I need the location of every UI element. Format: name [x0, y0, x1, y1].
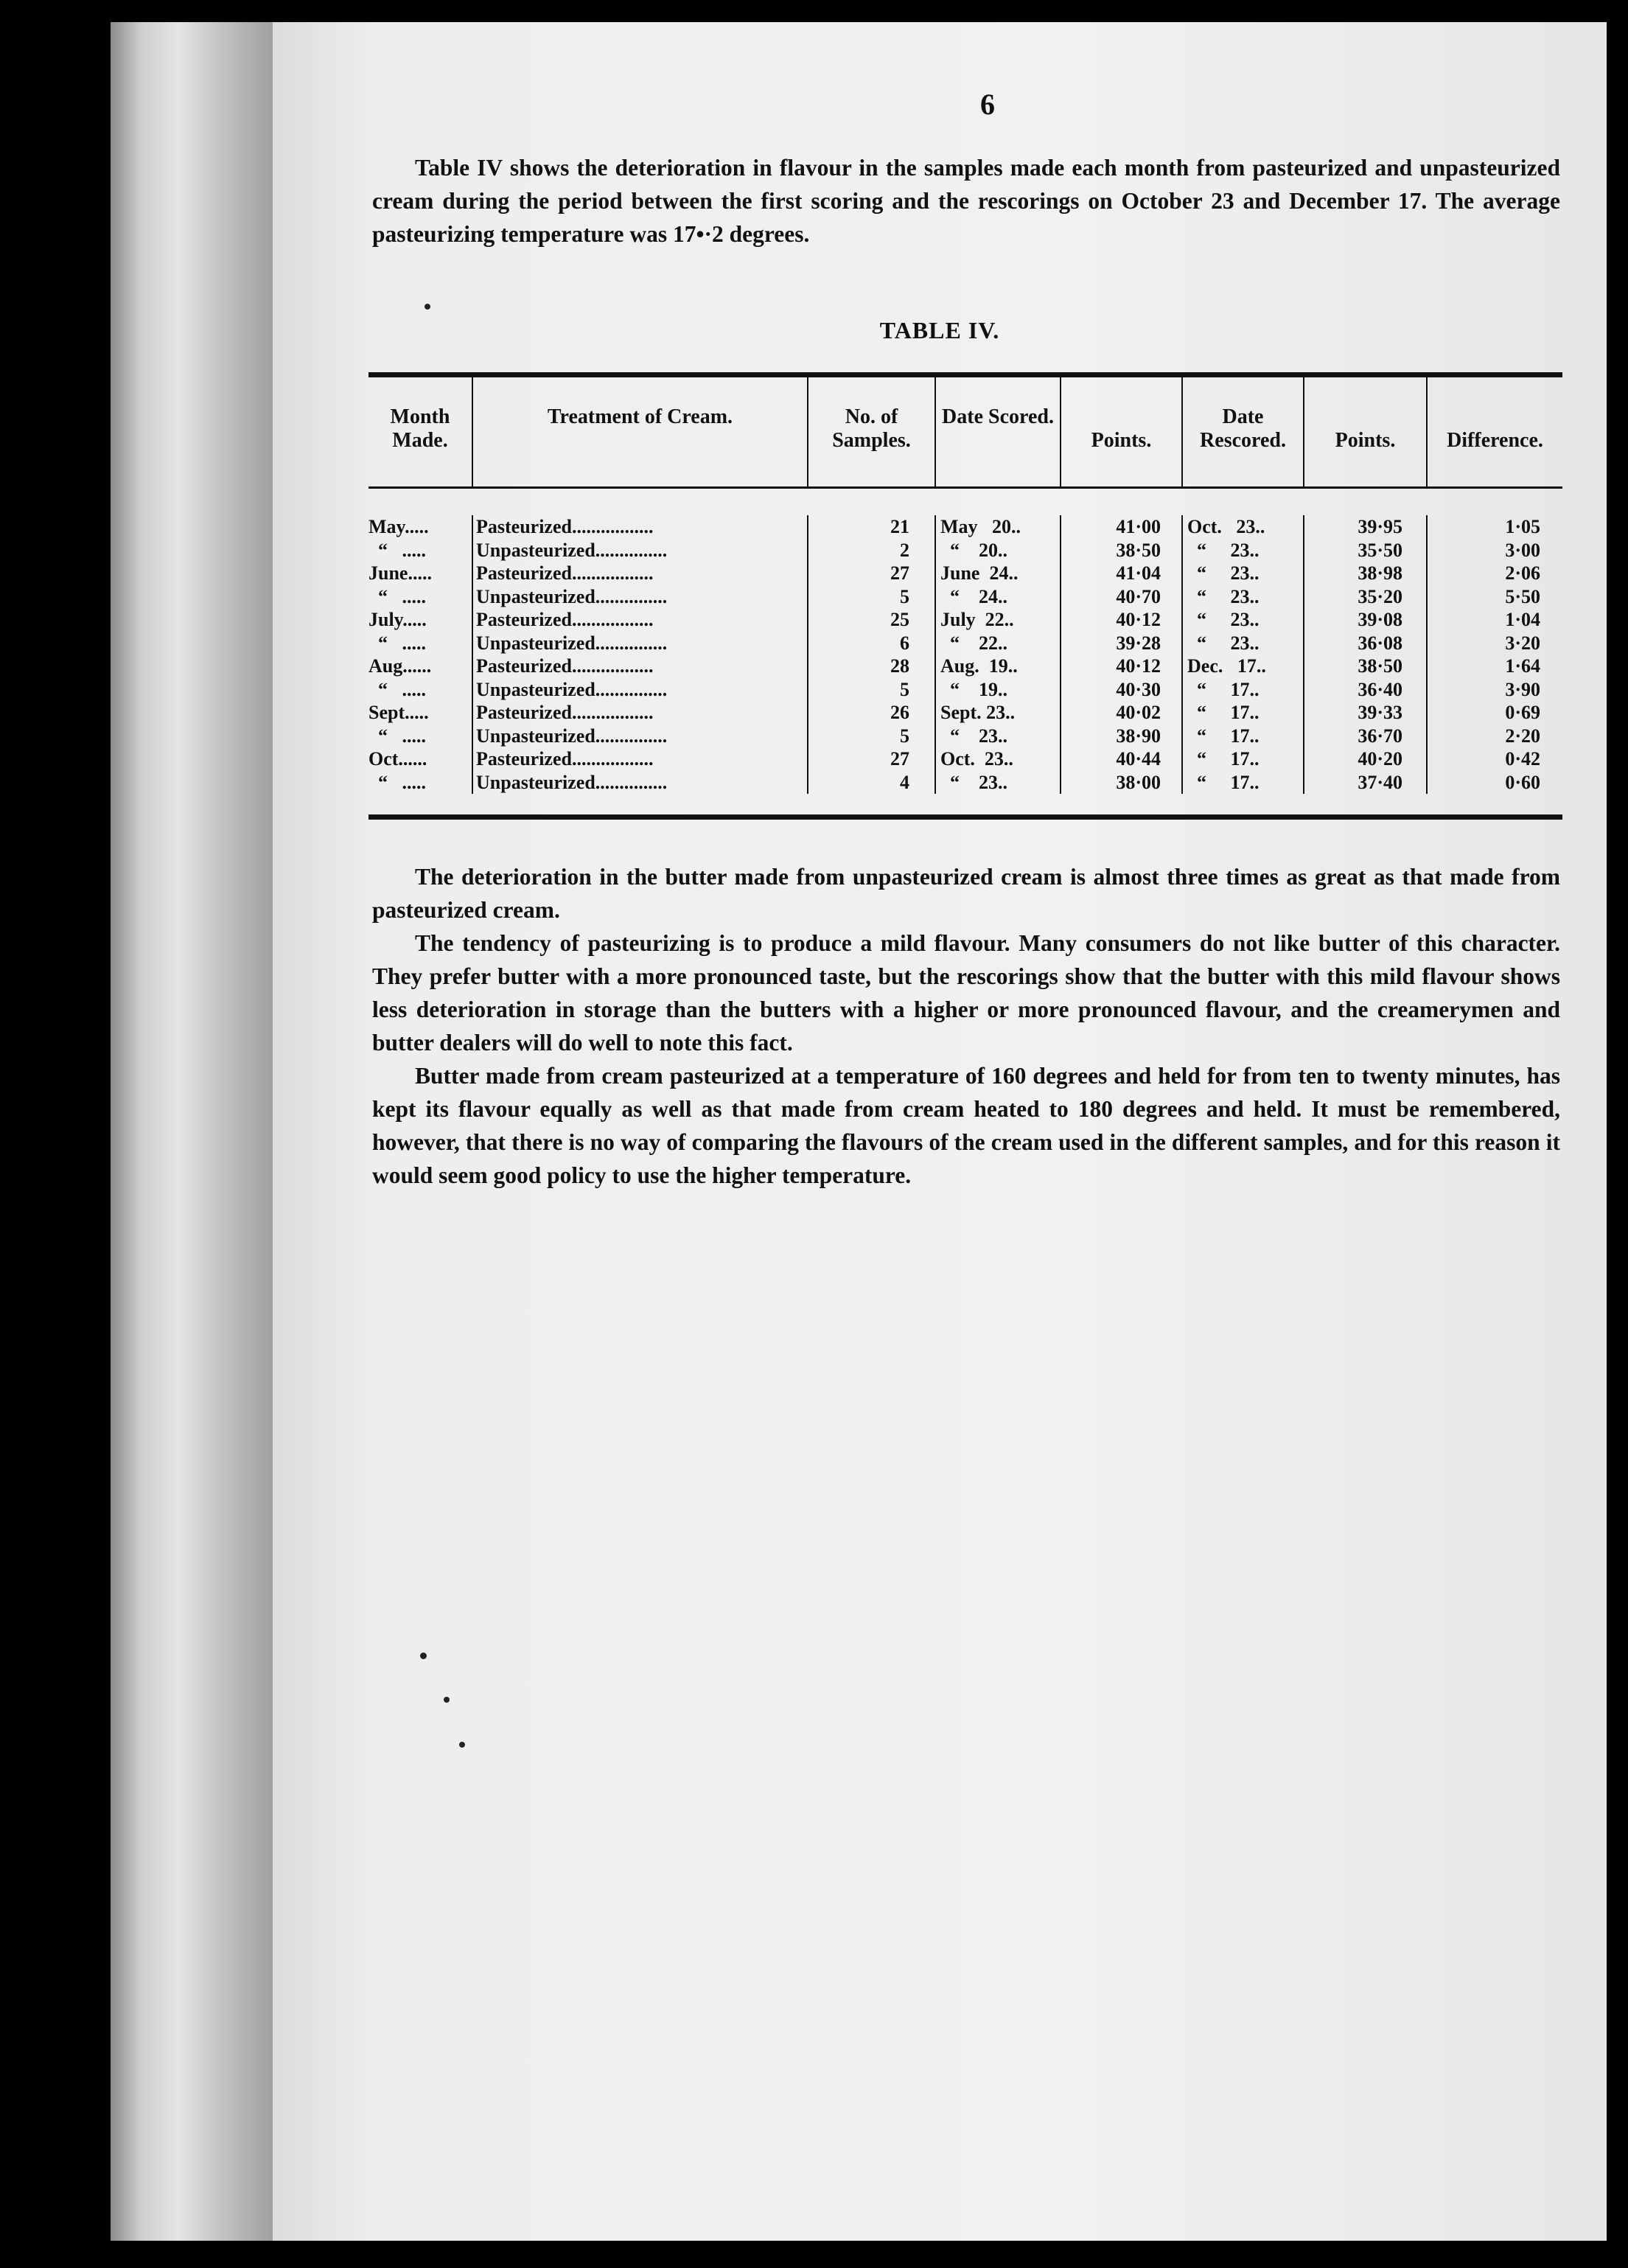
table-cell-month: “ ..... [368, 632, 426, 654]
table-cell-date-rescored: “ 17.. [1187, 702, 1260, 723]
table-cell-samples: 5 [900, 725, 909, 747]
table-cell-points2: 39·08 [1358, 609, 1402, 630]
table-cell-points2: 37·40 [1358, 771, 1402, 793]
table-cell-difference: 1·64 [1505, 655, 1540, 677]
paragraph-deterioration: The deterioration in the butter made from unpasteurized cream is almost three times as great as that made from pasteurized cream. [372, 864, 1560, 923]
table-cell-difference: 0·42 [1505, 748, 1540, 770]
ink-speck [420, 1653, 427, 1659]
table-cell-samples: 5 [900, 678, 909, 700]
table-cell-treatment: Unpasteurized............... [476, 678, 668, 700]
table-cell-points2: 35·50 [1358, 539, 1402, 561]
table-cell-difference: 1·05 [1505, 516, 1540, 537]
table-cell-date-rescored: Dec. 17.. [1187, 655, 1266, 677]
table-cell-treatment: Unpasteurized............... [476, 539, 668, 561]
header-points-first: Points. [1060, 377, 1181, 486]
table-cell-samples: 28 [890, 655, 909, 677]
table-cell-difference: 0·69 [1505, 702, 1540, 723]
table-cell-date-scored: Oct. 23.. [940, 748, 1013, 770]
column-month [368, 515, 472, 794]
table-cell-points1: 40·44 [1116, 748, 1161, 770]
table-cell-date-scored: June 24.. [940, 562, 1019, 584]
table-cell-date-rescored: “ 23.. [1187, 585, 1260, 607]
table-cell-date-rescored: “ 23.. [1187, 539, 1260, 561]
header-date-rescored: Date Rescored. [1181, 377, 1303, 486]
table-cell-treatment: Pasteurized................. [476, 702, 654, 723]
table-cell-points1: 38·00 [1116, 771, 1161, 793]
table-cell-samples: 6 [900, 632, 909, 654]
column-points-first [1060, 515, 1181, 794]
paragraph-tendency: The tendency of pasteurizing is to produce a mild flavour. Many consumers do not like butter of this character. They prefer butter with a more pronounced taste, but the rescorings show that the butter with this mild flavour shows less deterioration in storage than the butters with a higher or more pronounced flavour, and the creamerymen and butter dealers will do well to note this fact. [372, 930, 1560, 1056]
table-cell-difference: 0·60 [1505, 771, 1540, 793]
table-cell-date-scored: Sept. 23.. [940, 702, 1016, 723]
table-cell-samples: 25 [890, 609, 909, 630]
table-cell-difference: 5·50 [1505, 585, 1540, 607]
table-cell-date-rescored: “ 17.. [1187, 725, 1260, 747]
table-cell-date-rescored: “ 17.. [1187, 748, 1260, 770]
table-cell-points2: 36·08 [1358, 632, 1402, 654]
document-page [273, 22, 1607, 2241]
table-cell-treatment: Pasteurized................. [476, 562, 654, 584]
table-cell-treatment: Unpasteurized............... [476, 585, 668, 607]
table-cell-samples: 27 [890, 748, 909, 770]
table-cell-points2: 36·40 [1358, 678, 1402, 700]
table-cell-date-rescored: Oct. 23.. [1187, 516, 1265, 537]
table-cell-date-scored: “ 23.. [940, 771, 1007, 793]
table-cell-points1: 40·30 [1116, 678, 1161, 700]
table-cell-points2: 38·50 [1358, 655, 1402, 677]
table-top-rule [368, 372, 1562, 377]
table-cell-treatment: Unpasteurized............... [476, 632, 668, 654]
table-cell-month: “ ..... [368, 678, 426, 700]
paragraph-temperature: Butter made from cream pasteurized at a temperature of 160 degrees and held for from ten to twenty minutes, has kept its flavour equally as well as that made from cream heated to 180 degrees and held. It must be remembered, however, that there is no way of comparing the flavours of the cream used in the different samples, and for this reason it would seem good policy to use the higher temperature. [372, 1063, 1560, 1188]
table-cell-difference: 1·04 [1505, 609, 1540, 630]
table-cell-month: Oct...... [368, 748, 427, 770]
column-date-rescored [1181, 515, 1303, 794]
body-text [372, 860, 1560, 1192]
table-cell-points1: 40·12 [1116, 655, 1161, 677]
table-cell-points1: 38·50 [1116, 539, 1161, 561]
table-cell-difference: 2·06 [1505, 562, 1540, 584]
header-difference: Difference. [1426, 377, 1562, 486]
table-cell-month: “ ..... [368, 725, 426, 747]
table-cell-points1: 41·04 [1116, 562, 1161, 584]
table-cell-points1: 40·02 [1116, 702, 1161, 723]
table-cell-points1: 40·12 [1116, 609, 1161, 630]
table-cell-difference: 3·90 [1505, 678, 1540, 700]
table-cell-date-scored: “ 24.. [940, 585, 1007, 607]
table-cell-difference: 3·20 [1505, 632, 1540, 654]
header-date-scored: Date Scored. [934, 377, 1060, 486]
table-cell-treatment: Pasteurized................. [476, 516, 654, 537]
column-difference [1426, 515, 1562, 794]
table-body [368, 489, 1562, 814]
table-cell-month: “ ..... [368, 771, 426, 793]
ink-speck [425, 304, 430, 310]
table-cell-points1: 38·90 [1116, 725, 1161, 747]
table-cell-points2: 40·20 [1358, 748, 1402, 770]
header-points-second: Points. [1303, 377, 1426, 486]
table-cell-date-rescored: “ 23.. [1187, 632, 1260, 654]
table-cell-difference: 3·00 [1505, 539, 1540, 561]
header-month: Month Made. [390, 405, 450, 452]
table-cell-month: “ ..... [368, 585, 426, 607]
ink-speck [459, 1742, 465, 1748]
table-cell-month: Sept..... [368, 702, 429, 723]
table-cell-date-scored: “ 23.. [940, 725, 1007, 747]
table-cell-month: May..... [368, 516, 429, 537]
table-cell-month: June..... [368, 562, 432, 584]
table-cell-date-rescored: “ 17.. [1187, 678, 1260, 700]
table-cell-points1: 40·70 [1116, 585, 1161, 607]
table-cell-date-scored: May 20.. [940, 516, 1021, 537]
column-points-second [1303, 515, 1426, 794]
table-cell-date-rescored: “ 23.. [1187, 609, 1260, 630]
table-cell-treatment: Unpasteurized............... [476, 725, 668, 747]
column-treatment [472, 515, 807, 794]
table-cell-date-scored: “ 19.. [940, 678, 1007, 700]
table-cell-points1: 41·00 [1116, 516, 1161, 537]
table-header [368, 377, 1562, 486]
table-cell-month: “ ..... [368, 539, 426, 561]
table-cell-treatment: Pasteurized................. [476, 655, 654, 677]
table-cell-samples: 5 [900, 585, 909, 607]
table-cell-difference: 2·20 [1505, 725, 1540, 747]
table-cell-date-scored: Aug. 19.. [940, 655, 1018, 677]
book-binding [111, 22, 280, 2241]
table-cell-samples: 4 [900, 771, 909, 793]
table-title: TABLE IV. [879, 317, 1000, 343]
table-cell-points2: 35·20 [1358, 585, 1402, 607]
table-cell-treatment: Pasteurized................. [476, 609, 654, 630]
table-cell-date-scored: “ 22.. [940, 632, 1007, 654]
table-cell-points2: 39·95 [1358, 516, 1402, 537]
intro-paragraph: Table IV shows the deterioration in flavour in the samples made each month from pasteurized and unpasteurized cream during the period between the first scoring and the rescorings on October 23 and December 17. The average pasteurizing temperature was 17•·2 degrees. [372, 155, 1560, 247]
table-cell-samples: 2 [900, 539, 909, 561]
table-cell-points2: 38·98 [1358, 562, 1402, 584]
table-cell-date-rescored: “ 23.. [1187, 562, 1260, 584]
header-treatment: Treatment of Cream. [472, 377, 807, 486]
column-samples [807, 515, 934, 794]
table-cell-samples: 21 [890, 516, 909, 537]
column-date-scored [934, 515, 1060, 794]
table-cell-samples: 27 [890, 562, 909, 584]
table-cell-points2: 36·70 [1358, 725, 1402, 747]
table-cell-date-scored: “ 20.. [940, 539, 1007, 561]
table-cell-month: Aug...... [368, 655, 432, 677]
table-cell-points1: 39·28 [1116, 632, 1161, 654]
data-table [368, 372, 1562, 820]
header-samples: No. of Samples. [807, 377, 934, 486]
table-cell-treatment: Unpasteurized............... [476, 771, 668, 793]
table-cell-month: July..... [368, 609, 427, 630]
table-cell-date-scored: July 22.. [940, 609, 1014, 630]
table-cell-treatment: Pasteurized................. [476, 748, 654, 770]
ink-speck [444, 1697, 450, 1703]
page-number: 6 [980, 88, 995, 121]
table-cell-samples: 26 [890, 702, 909, 723]
table-cell-date-rescored: “ 17.. [1187, 771, 1260, 793]
table-bottom-rule [368, 814, 1562, 820]
table-cell-points2: 39·33 [1358, 702, 1402, 723]
